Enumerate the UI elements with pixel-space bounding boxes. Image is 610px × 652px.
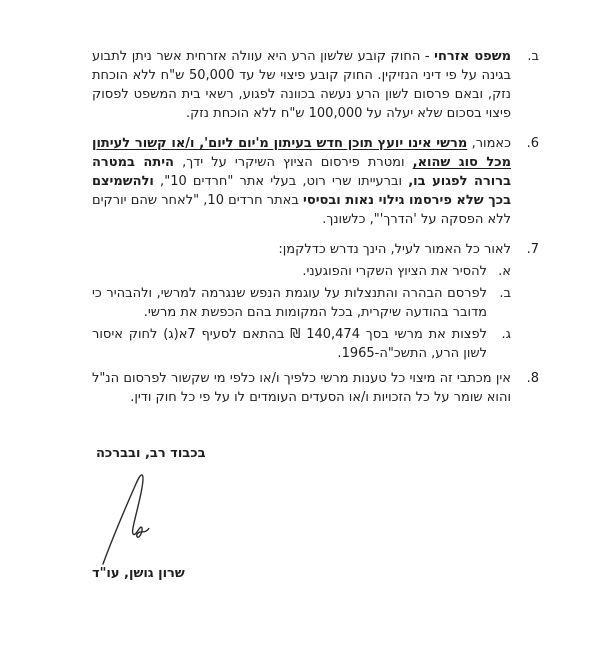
paragraph-6-tail: באתר חרדים 10, "לאחר שהם יורקים ללא הפסקה על 'הדרך'", כלשונך. <box>92 193 511 227</box>
demand-c-marker: ג. <box>501 327 511 342</box>
paragraph-6-claim: מרשי אינו יועץ תוכן חדש בעיתון מ'יום ליום', ו/או קשור לעיתון מכל סוג שהוא, <box>92 136 511 170</box>
paragraph-6-marker: 6. <box>526 136 539 151</box>
paragraph-7-marker: 7. <box>526 242 539 257</box>
demand-a-text: להסיר את הציוץ השקרי והפוגעני. <box>302 264 487 279</box>
paragraph-6-text <box>92 134 511 229</box>
paragraph-7 <box>92 240 539 259</box>
paragraph-8-text: אין מכתבי זה מיצוי כל טענות מרשי כלפיך ו/או כלפי מי שקשור לפרסום הנ"ל והוא שומר על כל הזכויות ו/או הסעדים העומדים לו על פי כל חוק ודין. <box>92 371 511 405</box>
demand-b-marker: ב. <box>499 286 511 301</box>
civil-law-heading: משפט אזרחי <box>434 49 511 64</box>
paragraph-8-marker: 8. <box>526 371 539 386</box>
paragraph-6-intent: היתה במטרה ברורה לפגוע בו, <box>92 155 511 189</box>
paragraph-6-mid2: וברעייתו שרי רוט, בעלי אתר "חרדים 10", <box>153 174 409 189</box>
civil-law-body: - החוק קובע שלשון הרע היא עוולה אזרחית אשר ניתן לתבוע בגינה על פי דיני הנזיקין. החוק קובע פיצוי של עד 50,000 ש"ח ללא הוכחת נזק, ובאם פרסום לשון הרע נעשה בכוונה לפגוע, רשאי בית המשפט לפסוק פיצוי בסכום שלא יעלה על 100,000 ש"ח ללא הוכחת נזק. <box>92 49 511 121</box>
demand-b-text: לפרסם הבהרה והתנצלות על עוגמת הנפש שנגרמה למרשי, ולהבהיר כי מדובר בהודעה שיקרית, בכל המקומות בהם הכפשת את מרשי. <box>92 286 487 320</box>
paragraph-civil-law <box>92 47 539 123</box>
demand-c-text: לפצות את מרשי בסך 140,474 ₪ בהתאם לסעיף 7א(ג) לחוק איסור לשון הרע, התשכ"ה-1965. <box>92 327 488 361</box>
paragraph-8 <box>92 369 539 407</box>
demand-remove-tweet <box>92 262 511 281</box>
paragraph-6 <box>92 134 539 229</box>
demand-a-marker: א. <box>498 264 511 279</box>
paragraph-civil-law-marker: ב. <box>527 49 539 64</box>
document-body <box>92 47 539 418</box>
signature-scribble-icon <box>97 469 155 569</box>
signatory-name: שרון גושן, עו"ד <box>92 566 185 581</box>
paragraph-6-lead: כאמור, <box>467 136 511 151</box>
signature-stroke <box>103 475 149 564</box>
demand-compensation <box>92 325 511 363</box>
paragraph-civil-law-text <box>92 47 511 123</box>
paragraph-6-defame: ולהשמיצם בכך שלא פירסמו גילוי נאות ובסיסי <box>92 174 511 208</box>
demand-publish-apology <box>92 284 511 322</box>
paragraph-7-sublist <box>92 262 511 363</box>
paragraph-6-mid1: ומטרת פירסום הציוץ השיקרי על ידך, <box>173 155 413 170</box>
paragraph-7-intro: לאור כל האמור לעיל, הינך נדרש כדלקמן: <box>278 242 511 257</box>
closing-salutation: בכבוד רב, ובברכה <box>96 446 206 461</box>
